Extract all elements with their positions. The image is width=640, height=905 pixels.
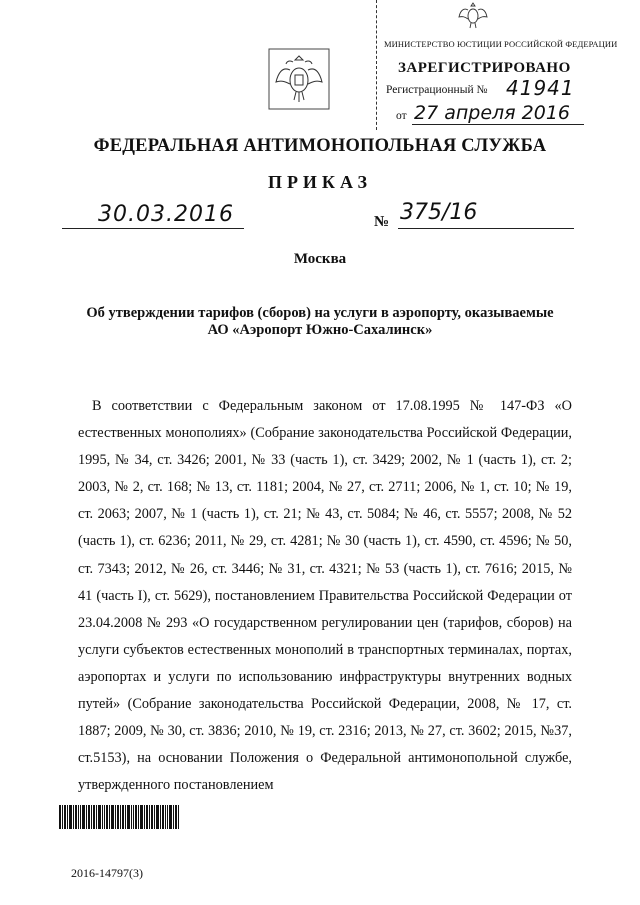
order-number-sign: №	[374, 214, 390, 230]
registration-stamp	[376, 0, 618, 130]
stamp-regnum-label: Регистрационный №	[386, 84, 488, 96]
stamp-date-label: от	[396, 110, 407, 122]
stamp-border	[376, 0, 377, 130]
coat-of-arms-icon	[456, 0, 490, 30]
stamp-date-value: 27 апреля 2016	[414, 102, 570, 124]
stamp-date-underline	[412, 124, 584, 125]
order-title: ПРИКАЗ	[267, 172, 373, 192]
order-subject-line-1: Об утверждении тарифов (сборов) на услуги в аэропорту, оказываемые	[86, 305, 554, 321]
order-date: 30.03.2016	[98, 202, 234, 227]
order-number-underline	[398, 228, 574, 229]
coat-of-arms-icon	[268, 48, 330, 110]
order-number: 375/16	[400, 200, 478, 225]
document-code: 2016-14797(3)	[71, 866, 143, 880]
order-date-underline	[62, 228, 244, 229]
barcode-icon	[59, 805, 179, 829]
stamp-ministry: МИНИСТЕРСТВО ЮСТИЦИИ РОССИЙСКОЙ ФЕДЕРАЦИИ	[384, 39, 618, 49]
stamp-regnum-value: 41941	[506, 76, 575, 100]
agency-name: ФЕДЕРАЛЬНАЯ АНТИМОНОПОЛЬНАЯ СЛУЖБА	[93, 136, 547, 156]
stamp-registered: ЗАРЕГИСТРИРОВАНО	[398, 60, 571, 76]
order-subject-line-2: АО «Аэропорт Южно-Сахалинск»	[207, 322, 433, 338]
order-subject	[40, 305, 600, 339]
city: Москва	[293, 251, 347, 267]
body-paragraph: В соответствии с Федеральным законом от 17.08.1995 № 147-ФЗ «О естественных монополиях» (Собрание законодательства Российской Федерации, 1995, № 34, ст. 3426; 2001, № 33 (часть 1), ст. 3429; 2002, № 1 (часть 1), ст. 2; 2003, № 2, ст. 168; № 13, ст. 1181; 2004, № 27, ст. 2711; 2006, № 1, ст. 10; № 19, ст. 2063; 2007, № 1 (часть 1), ст. 21; № 43, ст. 5084; № 46, ст. 5557; 2008, № 52 (часть 1), ст. 6236; 2011, № 29, ст. 4281; № 30 (часть 1), ст. 4590, ст. 4596; № 50, ст. 7343; 2012, № 26, ст. 3446; № 31, ст. 4321; № 53 (часть 1), ст. 7616; 2015, № 41 (часть I), ст. 5629), постановлением Правительства Российской Федерации от 23.04.2008 № 293 «О государственном регулировании цен (тарифов, сборов) на услуги субъектов естественных монополий в транспортных терминалах, портах, аэропортах и услуги по использованию инфраструктуры внутренних водных путей» (Собрание законодательства Российской Федерации, 2008, № 17, ст. 1887; 2009, № 30, ст. 3836; 2010, № 19, ст. 2316; 2013, № 27, ст. 3602; 2015, №37, ст.5153), на основании Положения о Федеральной антимонопольной службе, утвержденного постановлением	[78, 398, 572, 794]
